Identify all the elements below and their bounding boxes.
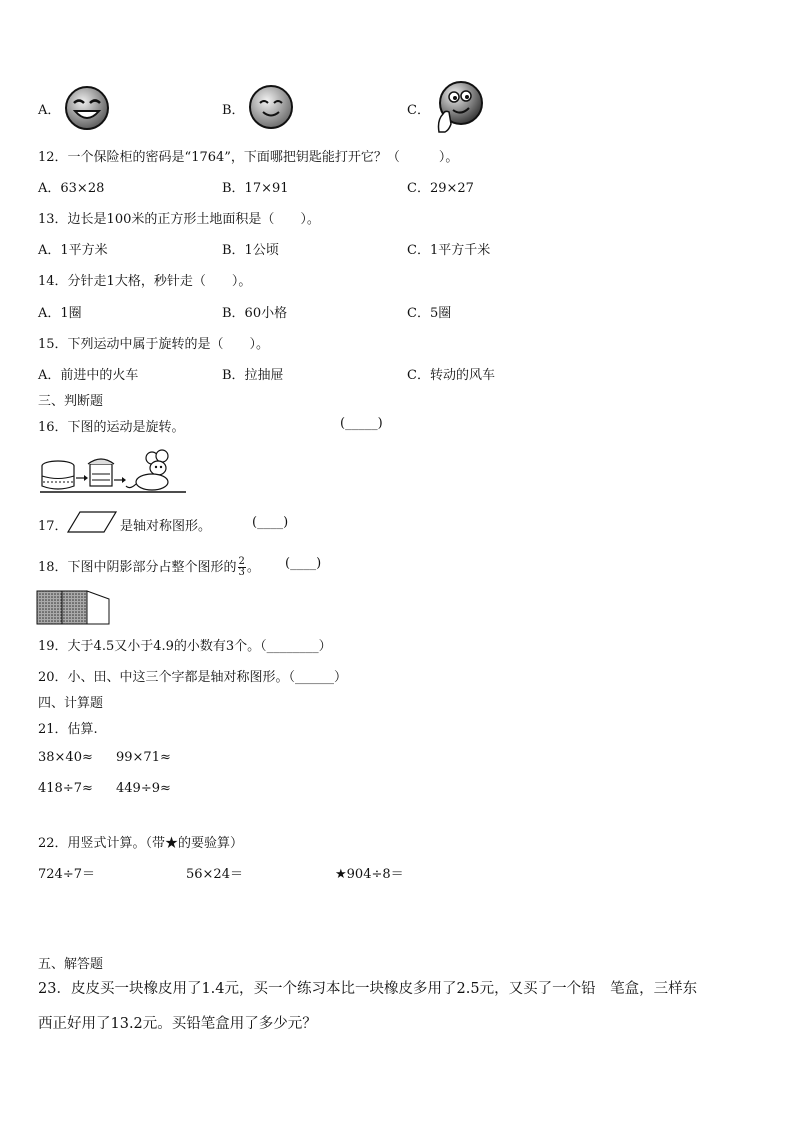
- fraction-numerator: 2: [238, 556, 245, 567]
- question-13-option-c: C．1平方千米: [407, 243, 491, 258]
- question-17-text: 是轴对称图形。: [120, 519, 212, 534]
- question-15-option-a: A．前进中的火车: [38, 368, 139, 383]
- question-18-end: 。: [246, 560, 260, 575]
- question-12-option-a: A．63×28: [38, 181, 105, 196]
- estimate-item: 449÷9≈: [116, 781, 171, 796]
- question-12-option-b: B．17×91: [222, 181, 289, 196]
- question-14-stem: 14．分针走1大格，秒针走（ ）。: [38, 274, 252, 289]
- question-17-number: 17．: [38, 519, 68, 534]
- question-14-option-a: A．1圈: [38, 306, 82, 321]
- question-23-line-2: 西正好用了13.2元。买铅笔盒用了多少元？: [38, 1016, 317, 1032]
- estimate-item: 38×40≈: [38, 750, 93, 765]
- question-15-option-c: C．转动的风车: [407, 368, 495, 383]
- question-18-answer-blank: (____): [285, 556, 322, 571]
- shaded-parts-figure: [36, 590, 114, 626]
- question-23-line-1: 23．皮皮买一块橡皮用了1.4元，买一个练习本比一块橡皮多用了2.5元，又买了一个铅 笔盒，三样东: [38, 981, 698, 997]
- question-16-stem: 16．下图的运动是旋转。: [38, 420, 185, 435]
- estimate-item: 418÷7≈: [38, 781, 93, 796]
- question-14-option-b: B．60小格: [222, 306, 288, 321]
- question-13-option-b: B．1公顷: [222, 243, 279, 258]
- question-22-stem: 22．用竖式计算。（带★的要验算）: [38, 836, 244, 851]
- estimate-item: 99×71≈: [116, 750, 171, 765]
- section-5-heading: 五、解答题: [38, 957, 104, 972]
- question-19-stem: 19．大于4.5又小于4.9的小数有3个。（________）: [38, 639, 332, 654]
- cake-to-mouse-illustration: [40, 446, 186, 494]
- option-b-label: B．: [222, 103, 245, 118]
- question-12-option-c: C．29×27: [407, 181, 474, 196]
- question-20-stem: 20．小、田、中这三个字都是轴对称图形。（______）: [38, 670, 348, 685]
- vertical-calc-item: 724÷7＝: [38, 867, 95, 882]
- question-15-stem: 15．下列运动中属于旋转的是（ ）。: [38, 337, 270, 352]
- question-16-answer-blank: (_____): [340, 416, 383, 431]
- two-thirds-fraction: [238, 557, 246, 578]
- option-c-label: C．: [407, 103, 430, 118]
- question-13-option-a: A．1平方米: [38, 243, 108, 258]
- vertical-calc-item: 56×24＝: [186, 867, 243, 882]
- question-12-stem: 12．一个保险柜的密码是“1764”，下面哪把钥匙能打开它？（ ）。: [38, 150, 459, 165]
- section-4-heading: 四、计算题: [38, 696, 104, 711]
- smiling-face-icon: [248, 84, 294, 130]
- question-17-answer-blank: (____): [252, 515, 289, 530]
- vertical-calc-item: ★904÷8＝: [335, 867, 404, 882]
- question-18-stem: 18．下图中阴影部分占整个图形的: [38, 560, 237, 575]
- question-21-stem: 21．估算.: [38, 722, 98, 737]
- grinning-face-icon: [64, 85, 110, 131]
- question-15-option-b: B．拉抽屉: [222, 368, 284, 383]
- question-13-stem: 13．边长是100米的正方形土地面积是（ ）。: [38, 212, 320, 227]
- option-a-label: A．: [38, 103, 61, 118]
- fraction-denominator: 3: [238, 567, 245, 578]
- thinking-face-icon: [433, 80, 485, 134]
- parallelogram-figure: [66, 510, 118, 534]
- question-14-option-c: C．5圈: [407, 306, 452, 321]
- section-3-heading: 三、判断题: [38, 394, 104, 409]
